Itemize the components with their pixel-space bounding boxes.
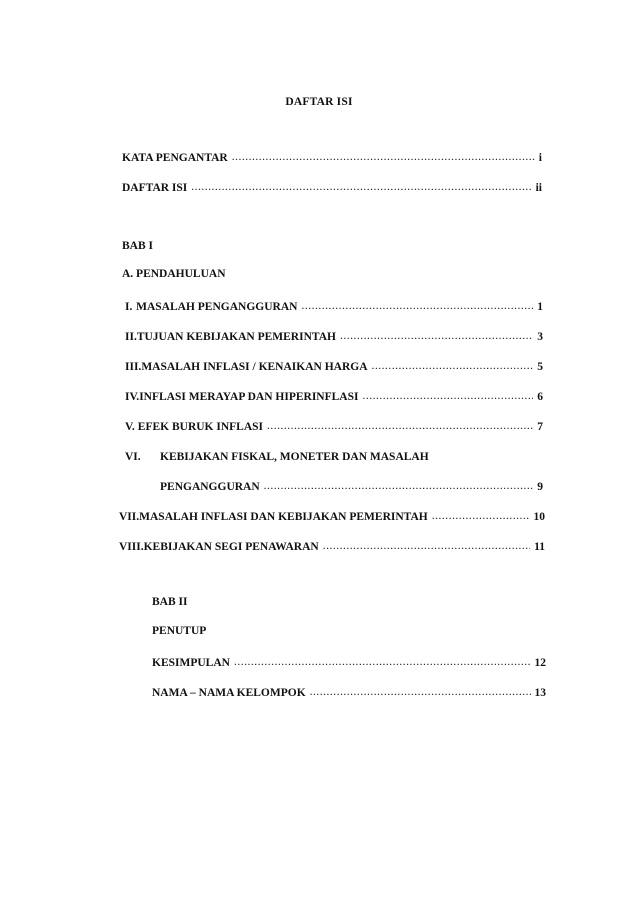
- dot-leader: [267, 420, 533, 433]
- toc-entry-label: TUJUAN KEBIJAKAN PEMERINTAH: [136, 331, 336, 343]
- toc-entry-daftar-isi: [122, 178, 542, 194]
- toc-entry-page: 6: [537, 391, 543, 403]
- toc-entry-label: NAMA – NAMA KELOMPOK: [152, 687, 306, 699]
- toc-entry-vi-continued: [160, 477, 543, 493]
- toc-entry-page: 10: [533, 511, 545, 523]
- toc-entry-number: VI.: [125, 451, 141, 463]
- dot-leader: [372, 360, 534, 373]
- toc-entry-label: PENGANGGURAN: [160, 481, 260, 493]
- chapter-heading: BAB II: [152, 596, 188, 608]
- dot-leader: [301, 300, 533, 313]
- dot-leader: [264, 480, 534, 493]
- toc-entry-label: KEBIJAKAN FISKAL, MONETER DAN MASALAH: [160, 451, 429, 463]
- toc-entry-page: 12: [534, 657, 546, 669]
- toc-entry-number: V.: [125, 421, 135, 433]
- toc-entry-viii: [119, 537, 545, 553]
- toc-entry-nama-kelompok: [152, 683, 546, 699]
- dot-leader: [362, 390, 533, 403]
- toc-entry-label: DAFTAR ISI: [122, 182, 188, 194]
- toc-entry-number: II.: [125, 331, 137, 343]
- dot-leader: [310, 686, 531, 699]
- toc-entry-label: INFLASI MERAYAP DAN HIPERINFLASI: [139, 391, 359, 403]
- dot-leader: [191, 181, 531, 194]
- toc-entry-page: 11: [534, 541, 545, 553]
- toc-entry-page: 9: [537, 481, 543, 493]
- chapter-heading: BAB I: [122, 240, 153, 252]
- toc-entry-ii: [125, 327, 543, 343]
- toc-entry-iii: [125, 357, 543, 373]
- toc-entry-label: KATA PENGANTAR: [122, 152, 228, 164]
- toc-entry-page: 13: [534, 687, 546, 699]
- toc-entry-i: [125, 297, 543, 313]
- toc-entry-kesimpulan: [152, 653, 546, 669]
- toc-entry-page: i: [538, 152, 542, 164]
- toc-entry-page: 1: [537, 301, 543, 313]
- toc-entry-vii: [119, 507, 545, 523]
- toc-entry-number: VIII.: [119, 541, 144, 553]
- dot-leader: [323, 540, 530, 553]
- toc-entry-page: ii: [535, 182, 542, 194]
- dot-leader: [340, 330, 533, 343]
- section-heading: A. PENDAHULUAN: [122, 268, 226, 280]
- dot-leader: [232, 151, 535, 164]
- toc-entry-number: III.: [125, 361, 142, 373]
- toc-entry-label: MASALAH INFLASI DAN KEBIJAKAN PEMERINTAH: [139, 511, 428, 523]
- toc-entry-number: VII.: [119, 511, 140, 523]
- toc-entry-label: KESIMPULAN: [152, 657, 230, 669]
- section-heading: PENUTUP: [152, 625, 207, 637]
- toc-entry-number: I.: [125, 301, 133, 313]
- toc-entry-v: [125, 417, 543, 433]
- toc-entry-page: 3: [537, 331, 543, 343]
- toc-entry-label: MASALAH INFLASI / KENAIKAN HARGA: [141, 361, 368, 373]
- dot-leader: [432, 510, 530, 523]
- dot-leader: [234, 656, 531, 669]
- toc-entry-label: KEBIJAKAN SEGI PENAWARAN: [143, 541, 319, 553]
- toc-entry-label: EFEK BURUK INFLASI: [137, 421, 264, 433]
- page-title: DAFTAR ISI: [285, 96, 353, 108]
- toc-entry-page: 7: [537, 421, 543, 433]
- toc-entry-number: IV.: [125, 391, 140, 403]
- toc-entry-label: MASALAH PENGANGGURAN: [136, 301, 298, 313]
- toc-entry-vi: [125, 447, 543, 463]
- toc-entry-page: 5: [537, 361, 543, 373]
- toc-entry-kata-pengantar: [122, 148, 542, 164]
- toc-entry-iv: [125, 387, 543, 403]
